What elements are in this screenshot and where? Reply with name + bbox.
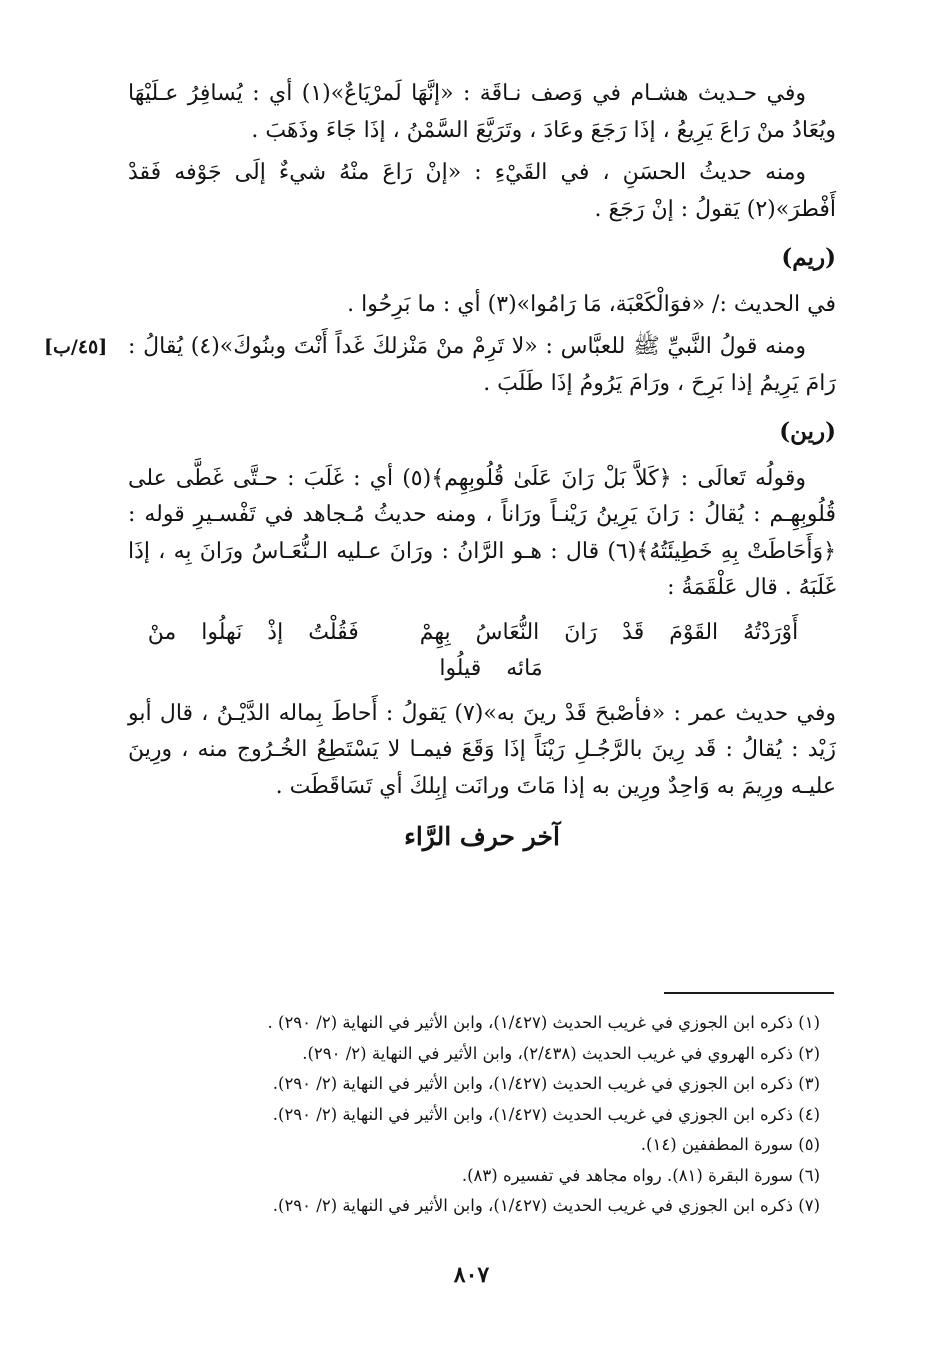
footnote: (١) ذكره ابن الجوزي في غريب الحديث (١/٤٢٧)، وابن الأثير في النهاية (٢/ ٢٩٠) . <box>267 1013 820 1032</box>
main-text <box>128 76 836 856</box>
footnote-separator <box>664 992 834 994</box>
footnote: (٦) سورة البقرة (٨١). رواه مجاهد في تفسيره (٨٣). <box>461 1165 820 1185</box>
page-number: ٨٠٧ <box>453 1262 490 1288</box>
entry-heading-ryn: (رين) <box>779 418 836 445</box>
paragraph-umar-hadith: وفي حديث عمر : «فأصْبحَ قَدْ رينَ به»(٧) يَقولُ : أَحاطَ بِماله الدَّيْـنُ ، قال أبو زَيْد : يُقالُ : قَد رِينَ بالرَّجُـلِ رَيْنَاً إذَا وَقَعَ فيمـا لا يَسْتَطِعُ الخُـرُوج منه ، ورِينَ عليـه ورِيمَ به وَاحِدٌ ورِين به إذا مَاتَ ورانَت إبِلكَ أي تَسَاقَطَت . <box>128 700 836 799</box>
margin-folio-reference: [٤٥/ب] <box>44 336 108 358</box>
footnote: (٢) ذكره الهروي في غريب الحديث (٢/٤٣٨)، وابن الأثير في النهاية (٢/ ٢٩٠). <box>302 1043 820 1063</box>
footnote: (٧) ذكره ابن الجوزي في غريب الحديث (١/٤٢٧)، وابن الأثير في النهاية (٢/ ٢٩٠). <box>272 1196 820 1215</box>
footnote: (٤) ذكره ابن الجوزي في غريب الحديث (١/٤٢٧)، وابن الأثير في النهاية (٢/ ٢٩٠). <box>272 1104 820 1124</box>
poetry-verse <box>128 615 836 688</box>
paragraph-abbas-hadith: ومنه قولُ النَّبيِّ ﷺ للعبَّاس : «لا تَرِمْ منْ مَنْزلكَ غَداً أَنْتَ وبنُوكَ»(٤) يُقالُ : رَامَ يَرِيمُ إذا بَرِحَ ، ورَامَ يَرُومُ إذَا طَلَبَ . <box>128 334 836 396</box>
paragraph-kaaba-hadith: في الحديث :/ «فوَالْكَعْبَة، مَا رَامُوا»(٣) أي : ما بَرِحُوا . <box>347 291 836 317</box>
chapter-end-title: آخر حرف الرَّاء <box>404 822 560 851</box>
footnote: (٥) سورة المطففين (١٤). <box>640 1135 820 1154</box>
footnotes <box>136 1008 820 1222</box>
verse-first-hemistich: أَوْرَدْتُهُ القَوْمَ قَدْ رَانَ النُّعَاسُ بِهِمْ <box>419 619 799 645</box>
entry-heading-rym: (ريم) <box>781 244 836 271</box>
paragraph-hasan-hadith: ومنه حديثُ الحسَنِ ، في القَيْءِ : «إنْ رَاعَ منْهُ شيءٌ إلَى جَوْفه فَقدْ أَفْطرَ»(٢) يَقولُ : إنْ رَجَعَ . <box>128 160 836 222</box>
paragraph-hisham-hadith: وفي حـديث هشـام في وَصف نـاقَة : «إنَّهَا لَمرْيَاعٌ»(١) أي : يُسافِرُ عـلَيْهَا ويُعَادُ منْ رَاعَ يَرِيعُ ، إذَا رَجَعَ وعَادَ ، وتَرَيَّعَ السَّمْنُ ، إذَا جَاءَ وذَهَبَ . <box>128 81 836 143</box>
verse-second-hemistich: فَقُلْتُ إذْ نَهلُوا منْ مَائه قيلُوا <box>147 619 543 681</box>
footnote: (٣) ذكره ابن الجوزي في غريب الحديث (١/٤٢٧)، وابن الأثير في النهاية (٢/ ٢٩٠). <box>272 1074 820 1093</box>
paragraph-quran-verse: وقولُه تَعالَى : ﴿كَلاَّ بَلْ رَانَ عَلَىٰ قُلُوبِهِم﴾(٥) أي : غَلَبَ : حـتَّى غَطَّى على قُلُوبِهِـم : يُقالُ : رَانَ يَرِينُ رَيْنـاً ورَاناً ، ومنه حديثُ مُـجاهد في تَفْسـيرِ قوله : ﴿وَأَحَاطَتْ بِهِ خَطِيئَتُهُ﴾(٦) قال : هـو الرَّانُ : ورَانَ عـليه الـنُّعَـاسُ ورَانَ بِه ، إذَا غَلَبَهُ . قال عَلْقَمَةُ : <box>128 465 837 600</box>
